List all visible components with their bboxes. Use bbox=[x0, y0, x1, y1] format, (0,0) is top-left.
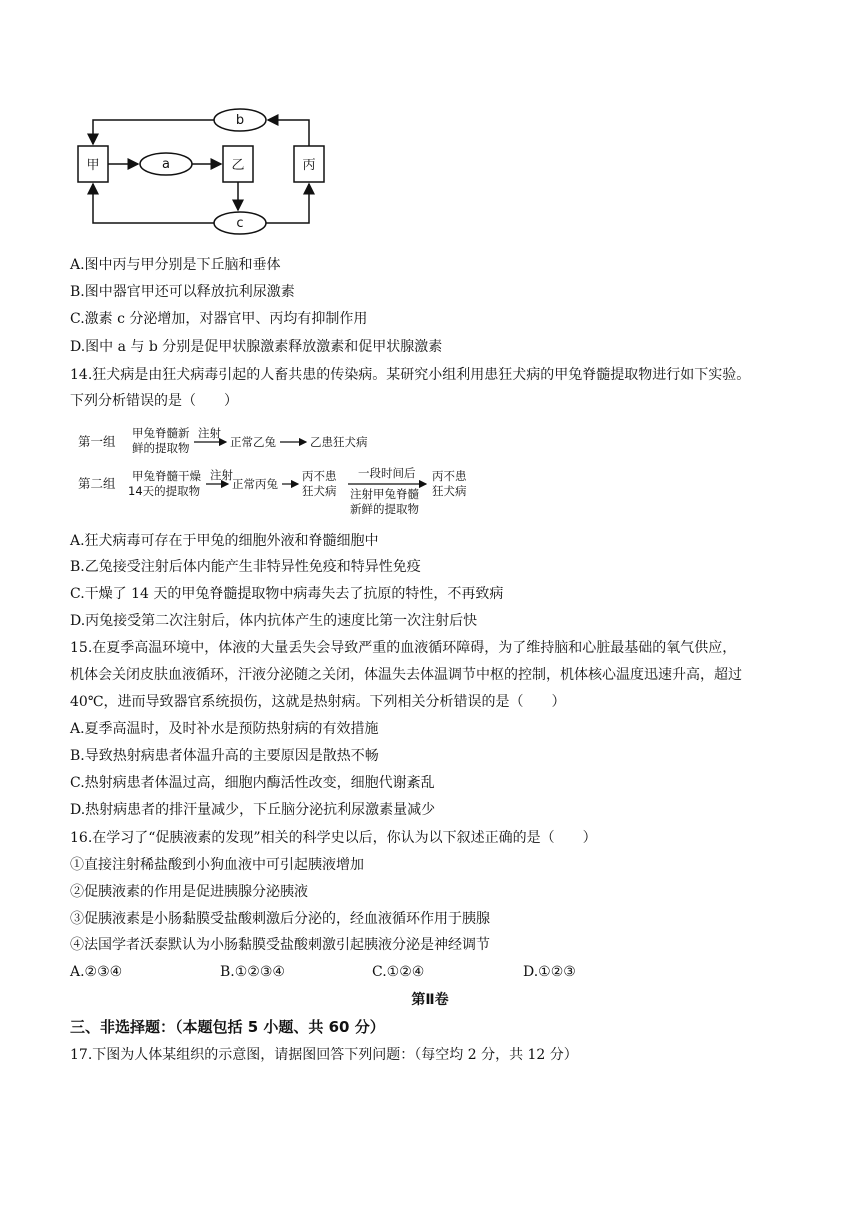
q13-option-c: C.激素 c 分泌增加，对器官甲、丙均有抑制作用 bbox=[70, 311, 368, 327]
q13-option-b: B.图中器官甲还可以释放抗利尿激素 bbox=[70, 284, 295, 300]
q15-option-c: C.热射病患者体温过高，细胞内酶活性改变，细胞代谢紊乱 bbox=[70, 775, 435, 791]
q14-option-b: B.乙兔接受注射后体内能产生非特异性免疫和特异性免疫 bbox=[70, 559, 421, 575]
group2-result: 丙不患 bbox=[432, 469, 467, 483]
q15-stem-line2: 机体会关闭皮肤血液循环，汗液分泌随之关闭，体温失去体温调节中枢的控制，机体核心温度迅速升高，超过 bbox=[70, 667, 742, 683]
q16-statement-4: ④法国学者沃泰默认为小肠黏膜受盐酸刺激引起胰液分泌是神经调节 bbox=[70, 937, 490, 953]
box-bing-label: 丙 bbox=[302, 158, 316, 173]
q15-stem-line1: 15.在夏季高温环境中，体液的大量丢失会导致严重的血液循环障碍，为了维持脑和心脏最基础的氧气供应， bbox=[70, 640, 737, 656]
group1-label: 第一组 bbox=[78, 434, 116, 449]
svg-text:狂犬病: 狂犬病 bbox=[302, 484, 337, 498]
q17-stem: 17.下图为人体某组织的示意图，请据图回答下列问题：（每空均 2 分，共 12 分） bbox=[70, 1047, 578, 1063]
q15-option-d: D.热射病患者的排汗量减少，下丘脑分泌抗利尿激素量减少 bbox=[70, 802, 436, 818]
svg-text:鲜的提取物: 鲜的提取物 bbox=[132, 441, 190, 455]
q15-option-b: B.导致热射病患者体温升高的主要原因是散热不畅 bbox=[70, 748, 379, 764]
group1-arrow-label: 注射 bbox=[198, 426, 221, 440]
group2-mid: 丙不患 bbox=[302, 469, 337, 483]
group2-arrow2-top: 一段时间后 bbox=[358, 466, 416, 480]
q15-stem-line3: 40℃，进而导致器官系统损伤，这就是热射病。下列相关分析错误的是（ ） bbox=[70, 694, 566, 710]
svg-text:14天的提取物: 14天的提取物 bbox=[128, 484, 201, 498]
oval-c-label: c bbox=[236, 216, 244, 231]
oval-a-label: a bbox=[162, 157, 170, 172]
group1-material: 甲兔脊髓新 bbox=[132, 426, 190, 440]
group2-subject: 正常丙兔 bbox=[232, 477, 278, 491]
q13-option-a: A.图中丙与甲分别是下丘脑和垂体 bbox=[70, 257, 281, 273]
oval-b-label: b bbox=[235, 113, 245, 128]
group2-label: 第二组 bbox=[78, 476, 116, 491]
section-heading: 三、非选择题：（本题包括 5 小题、共 60 分） bbox=[70, 1018, 385, 1036]
group1-result: 乙患狂犬病 bbox=[310, 435, 368, 449]
q16-statement-2: ②促胰液素的作用是促进胰腺分泌胰液 bbox=[70, 884, 308, 900]
q16-stem: 16.在学习了“促胰液素的发现”相关的科学史以后，你认为以下叙述正确的是（ ） bbox=[70, 830, 597, 846]
q14-option-c: C.干燥了 14 天的甲兔脊髓提取物中病毒失去了抗原的特性，不再致病 bbox=[70, 586, 504, 602]
q15-option-a: A.夏季高温时，及时补水是预防热射病的有效措施 bbox=[70, 721, 379, 737]
q14-stem-line1: 14.狂犬病是由狂犬病毒引起的人畜共患的传染病。某研究小组利用患狂犬病的甲兔脊髓提取物进行如下实验。 bbox=[70, 367, 751, 383]
q16-statement-3: ③促胰液素是小肠黏膜受盐酸刺激后分泌的，经血液循环作用于胰腺 bbox=[70, 911, 490, 927]
svg-text:狂犬病: 狂犬病 bbox=[432, 484, 467, 498]
group1-subject: 正常乙兔 bbox=[230, 435, 276, 449]
box-yi-label: 乙 bbox=[231, 158, 245, 173]
q14-option-d: D.丙兔接受第二次注射后，体内抗体产生的速度比第一次注射后快 bbox=[70, 613, 478, 629]
q14-stem-line2: 下列分析错误的是（ ） bbox=[70, 393, 238, 409]
section-title: 第Ⅱ卷 bbox=[411, 992, 449, 1008]
hormone-regulation-diagram bbox=[70, 100, 340, 240]
q16-option-d: D.①②③ bbox=[523, 964, 576, 980]
q13-option-d: D.图中 a 与 b 分别是促甲状腺激素释放激素和促甲状腺激素 bbox=[70, 339, 443, 355]
q16-option-b: B.①②③④ bbox=[220, 964, 285, 980]
group2-arrow2-bottom: 注射甲兔脊髓 bbox=[350, 487, 419, 501]
group2-arrow-label: 注射 bbox=[210, 468, 233, 482]
q14-option-a: A.狂犬病毒可存在于甲兔的细胞外液和脊髓细胞中 bbox=[70, 533, 379, 549]
q16-statement-1: ①直接注射稀盐酸到小狗血液中可引起胰液增加 bbox=[70, 857, 364, 873]
q16-option-c: C.①②④ bbox=[372, 964, 425, 980]
svg-text:新鲜的提取物: 新鲜的提取物 bbox=[350, 502, 419, 516]
rabies-experiment-diagram bbox=[70, 422, 490, 518]
group2-material: 甲兔脊髓干燥 bbox=[132, 469, 201, 483]
q16-option-a: A.②③④ bbox=[70, 964, 123, 980]
box-jia-label: 甲 bbox=[86, 158, 100, 173]
